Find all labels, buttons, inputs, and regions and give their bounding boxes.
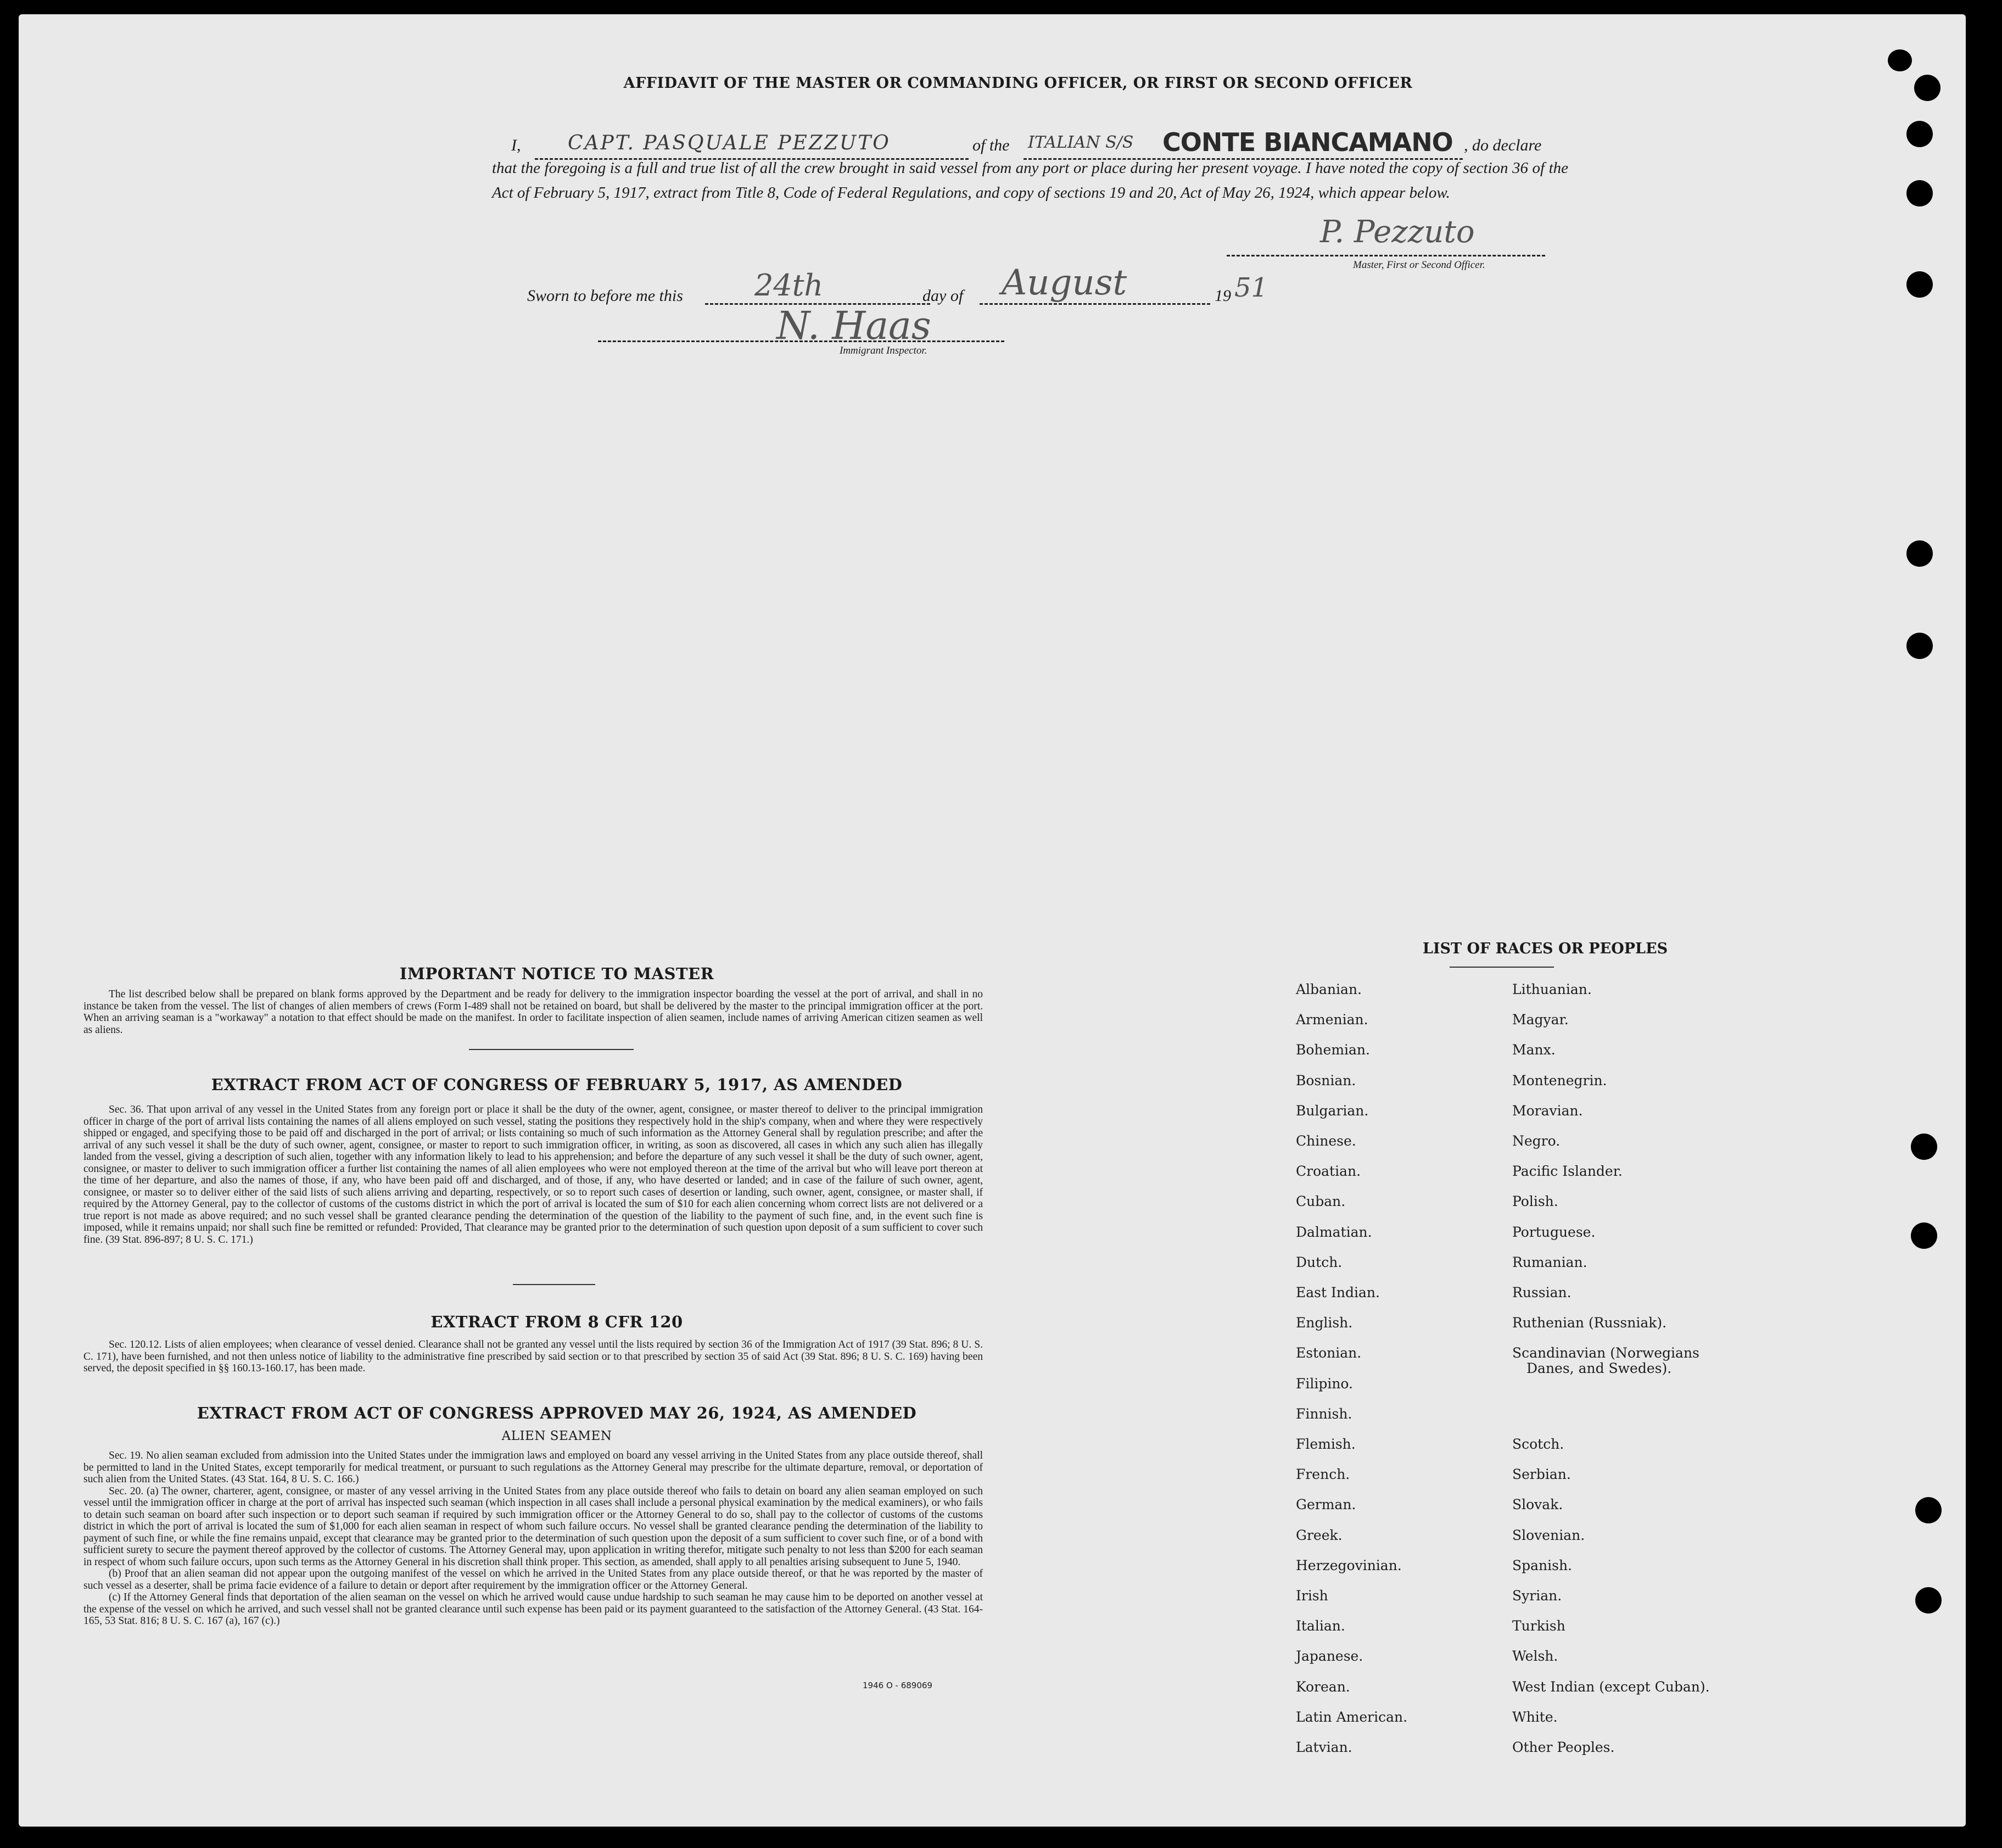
sworn-year: 51 (1234, 272, 1268, 303)
section-divider (469, 1049, 634, 1050)
punch-hole (1911, 1222, 1937, 1249)
race-item: Slovenian. (1512, 1527, 1585, 1543)
master-caption: Master, First or Second Officer. (1353, 259, 1485, 271)
sworn-month: August (1002, 263, 1127, 303)
race-item: Portuguese. (1512, 1224, 1596, 1240)
race-item: Dutch. (1296, 1254, 1343, 1270)
vessel-flag: ITALIAN S/S (1028, 133, 1134, 152)
race-item: Croatian. (1296, 1163, 1361, 1180)
affidavit-body: that the foregoing is a full and true list of all the crew brought in said vessel from any port or place during her present voyage. I have noted the copy of section 36 of the Act of February 5, 1917, extract from Title 8, Code of Federal Regulations, and copy of sections 19 and 20, Act of May 26, 1924, which appear below. (492, 159, 1568, 202)
race-item: Ruthenian (Russniak). (1512, 1315, 1667, 1331)
punch-hole (1914, 75, 1941, 101)
race-item: Polish. (1512, 1193, 1558, 1210)
punch-hole (1906, 633, 1933, 659)
vessel-name-stamp: CONTE BIANCAMANO (1162, 127, 1453, 157)
race-item: Pacific Islander. (1512, 1163, 1623, 1180)
notice-title: IMPORTANT NOTICE TO MASTER (399, 964, 714, 983)
extract-cfr-paragraph: Sec. 120.12. Lists of alien employees; when clearance of vessel denied. Clearance shall not be granted any vessel until the lists required by section 36 of the Immigration Act of 1917 (39 Stat. 896; 8 U. S. C. 171), have been furnished, and not then unless notice of liability to the administrative fine prescribed by said section or to that prescribed by section 35 of said Act (39 Stat. 896; 8 U. S. C. 169) having been served, the deposit specified in §§ 160.13-160.17, has been made. (83, 1339, 983, 1374)
section-divider (513, 1284, 595, 1285)
affidavit-declare: , do declare (1464, 136, 1542, 154)
race-item: Syrian. (1512, 1588, 1562, 1604)
race-item: Armenian. (1296, 1012, 1368, 1028)
race-item: Other Peoples. (1512, 1739, 1615, 1755)
affidavit-prefix: I, (511, 136, 521, 154)
punch-hole (1915, 1587, 1942, 1613)
extract-1917-text (83, 1104, 983, 1246)
race-item: Italian. (1296, 1618, 1345, 1634)
notice-text (83, 989, 983, 1036)
extract-cfr-title: EXTRACT FROM 8 CFR 120 (430, 1313, 683, 1331)
extract-1924-text (83, 1450, 983, 1627)
extract-1924-paragraph-3: (b) Proof that an alien seaman did not appear upon the outgoing manifest of the vessel on which he arrived in the United States from any place outside thereof, or that he was reported by the master of such vessel as a deserter, shall be prima facie evidence of a failure to detain or deport after requirement by the immigration officer or the Attorney General. (83, 1568, 983, 1592)
sworn-day: 24th (754, 268, 824, 303)
extract-1917-paragraph: Sec. 36. That upon arrival of any vessel in the United States from any foreign port or place it shall be the duty of the owner, agent, consignee, or master thereof to deliver to the principal immigration officer in charge of the port of arrival lists containing the names of all aliens employed on such vessel, stating the positions they respectively hold in the ship's company, when and where they were respectively shipped or engaged, and specifying those to be paid off and discharged in the port of arrival; or lists containing so much of such information as the Attorney General shall by regulation prescribe; and after the arrival of any such vessel it shall be the duty of such owner, agent, consignee, or master to report to such immigration officer, in writing, as soon as discovered, all cases in which any such alien has illegally landed from the vessel, giving a description of such alien, together with any information likely to lead to his apprehension; and before the departure of any such vessel it shall be the duty of such owner, agent, consignee, or master to deliver to such immigration officer a further list containing the names of all alien employees who were not employed thereon at the time of the arrival but who will leave port thereon at the time of her departure, and also the names of those, if any, who have been paid off and discharged, and of those, if any, who have deserted or landed; and in case of the failure of such owner, agent, consignee, or master so to deliver either of the said lists of such aliens arriving and departing, respectively, or so to report such cases of desertion or landing, such owner, agent, consignee, or master shall, if required by the Attorney General, pay to the collector of customs of the customs district in which the port of arrival is located the sum of $10 for each alien concerning whom correct lists are not delivered or a true report is not made as above required; and no such vessel shall be granted clearance pending the determination of the question of the liability to the payment of such fine, and, in the event such fine is imposed, while it remains unpaid; nor shall such fine be remitted or refunded: Provided, That clearance may be granted prior to the determination of such question upon deposit of a sum sufficient to cover such fine. (39 Stat. 896-897; 8 U. S. C. 171.) (83, 1104, 983, 1246)
extract-1924-title: EXTRACT FROM ACT OF CONGRESS APPROVED MAY 26, 1924, AS AMENDED (197, 1404, 917, 1422)
master-signature: P. Pezzuto (1320, 214, 1475, 250)
extract-1917-title: EXTRACT FROM ACT OF CONGRESS OF FEBRUARY 5, 1917, AS AMENDED (211, 1075, 903, 1094)
affidavit-of-the: of the (972, 136, 1010, 154)
race-item: Manx. (1512, 1042, 1556, 1058)
punch-hole (1915, 1497, 1942, 1523)
inspector-line (598, 340, 1004, 342)
race-item: West Indian (except Cuban). (1512, 1678, 1710, 1695)
race-item: Rumanian. (1512, 1254, 1587, 1270)
extract-1924-paragraph-4: (c) If the Attorney General finds that deportation of the alien seaman on the vessel on which he arrived would cause undue hardship to such seaman he may cause him to be deported on another vessel at the expense of the vessel on which he arrived, and such vessel shall not be granted clearance until such expense has been paid or its payment guaranteed to the satisfaction of the Attorney General. (43 Stat. 164-165, 53 Stat. 816; 8 U. S. C. 167 (a), 167 (c).) (83, 1592, 983, 1627)
race-item: Spanish. (1512, 1557, 1573, 1573)
race-item: Herzegovinian. (1296, 1557, 1402, 1573)
notice-paragraph: The list described below shall be prepared on blank forms approved by the Department and be ready for delivery to the immigration inspector boarding the vessel at the port of arrival, and shall in no instance be taken from the vessel. The list of changes of alien members of crews (Form I-489 shall not be retained on board, but shall be delivered by the master to the principal immigration officer at the port. When an arriving seaman is a "workaway" a notation to that effect should be made on the manifest. In order to facilitate inspection of alien seamen, include names of arriving American citizen seamen as well as aliens. (83, 989, 983, 1036)
race-item: Latin American. (1296, 1709, 1408, 1725)
race-item: Korean. (1296, 1678, 1350, 1695)
races-divider (1450, 967, 1554, 968)
race-item: Bulgarian. (1296, 1102, 1369, 1119)
race-item: Irish (1296, 1588, 1328, 1604)
race-item: Magyar. (1512, 1012, 1569, 1028)
race-item: German. (1296, 1497, 1356, 1513)
race-item: Scandinavian (Norwegians (1512, 1345, 1699, 1361)
race-item: Estonian. (1296, 1345, 1362, 1361)
race-item: Danes, and Swedes). (1526, 1360, 1672, 1377)
race-item: Japanese. (1296, 1648, 1363, 1665)
punch-hole (1906, 540, 1933, 567)
race-item: Dalmatian. (1296, 1224, 1372, 1240)
punch-hole (1888, 49, 1912, 71)
race-item: Cuban. (1296, 1193, 1346, 1210)
extract-1924-paragraph-2: Sec. 20. (a) The owner, charterer, agent, consignee, or master of any vessel arriving in the United States from any place outside thereof who fails to detain on board any alien seaman employed on such vessel until the immigration officer in charge at the port of arrival has inspected such seaman (which inspection in all cases shall include a personal physical examination by the medical examiners), or who fails to detain such seaman on board after such inspection or to deport such seaman if required by such immigration officer or the Attorney General to do so, shall pay to the collector of customs of the customs district in which the port of arrival is located the sum of $1,000 for each alien seaman in respect of whom such failure occurs. No vessel shall be granted clearance pending the determination of the liability to payment of such fine, or while the fine remains unpaid, except that clearance may be granted prior to the determination of such question upon the deposit of a sum sufficient to cover such fine, or of a bond with sufficient surety to secure the payment thereof approved by the collector of customs. The Attorney General may, upon application in writing therefor, mitigate such penalty to not less than $200 for each seaman in respect of whom such failure occurs, upon such terms as the Attorney General in his discretion shall think proper. This section, as amended, shall apply to all penalties arising subsequent to June 5, 1940. (83, 1485, 983, 1568)
race-item: Greek. (1296, 1527, 1343, 1543)
race-item: Russian. (1512, 1285, 1572, 1300)
master-signature-line (1227, 255, 1545, 256)
race-item: Flemish. (1296, 1436, 1356, 1452)
race-item: Turkish (1512, 1618, 1565, 1634)
extract-1924-subtitle: ALIEN SEAMEN (501, 1429, 612, 1443)
punch-hole (1911, 1134, 1937, 1160)
race-item: Slovak. (1512, 1497, 1563, 1513)
race-item: Filipino. (1296, 1375, 1353, 1392)
races-title: LIST OF RACES OR PEOPLES (1422, 940, 1668, 957)
extract-1924-paragraph-1: Sec. 19. No alien seaman excluded from admission into the United States under the immigration laws and employed on board any vessel arriving in the United States from any place outside thereof, shall be permitted to land in the United States, except temporarily for medical treatment, or pursuant to such regulations as the Attorney General may prescribe for the ultimate departure, removal, or deportation of such alien from the United States. (43 Stat. 164, 8 U. S. C. 166.) (83, 1450, 983, 1485)
race-item: Negro. (1512, 1133, 1561, 1149)
race-item: Montenegrin. (1512, 1072, 1607, 1088)
punch-hole (1906, 271, 1933, 298)
race-item: Moravian. (1512, 1102, 1583, 1119)
punch-hole (1906, 180, 1933, 206)
inspector-caption: Immigrant Inspector. (840, 345, 927, 356)
inspector-signature: N. Haas (776, 303, 931, 348)
race-item: Chinese. (1296, 1133, 1356, 1149)
sworn-day-of: day of (922, 287, 964, 305)
race-item: East Indian. (1296, 1285, 1380, 1300)
race-item: Welsh. (1512, 1648, 1558, 1665)
race-item: French. (1296, 1466, 1350, 1483)
race-item: Scotch. (1512, 1436, 1564, 1452)
race-item: Serbian. (1512, 1466, 1571, 1483)
document-page (19, 14, 1966, 1827)
race-item: Finnish. (1296, 1405, 1352, 1422)
race-item: English. (1296, 1315, 1353, 1331)
sworn-prefix: Sworn to before me this (527, 287, 683, 305)
print-code: 1946 O - 689069 (863, 1680, 932, 1690)
race-item: Bohemian. (1296, 1042, 1370, 1058)
sworn-year-prefix: 19 (1215, 287, 1231, 305)
race-item: Lithuanian. (1512, 981, 1592, 997)
sworn-month-line (980, 303, 1210, 305)
extract-cfr-text (83, 1339, 983, 1375)
race-item: Albanian. (1296, 981, 1362, 997)
affidavit-title: AFFIDAVIT OF THE MASTER OR COMMANDING OFFICER, OR FIRST OR SECOND OFFICER (623, 75, 1413, 92)
race-item: Latvian. (1296, 1739, 1352, 1755)
race-item: White. (1512, 1709, 1558, 1725)
punch-hole (1906, 121, 1933, 147)
master-name: CAPT. PASQUALE PEZZUTO (568, 132, 891, 154)
race-item: Bosnian. (1296, 1072, 1356, 1088)
